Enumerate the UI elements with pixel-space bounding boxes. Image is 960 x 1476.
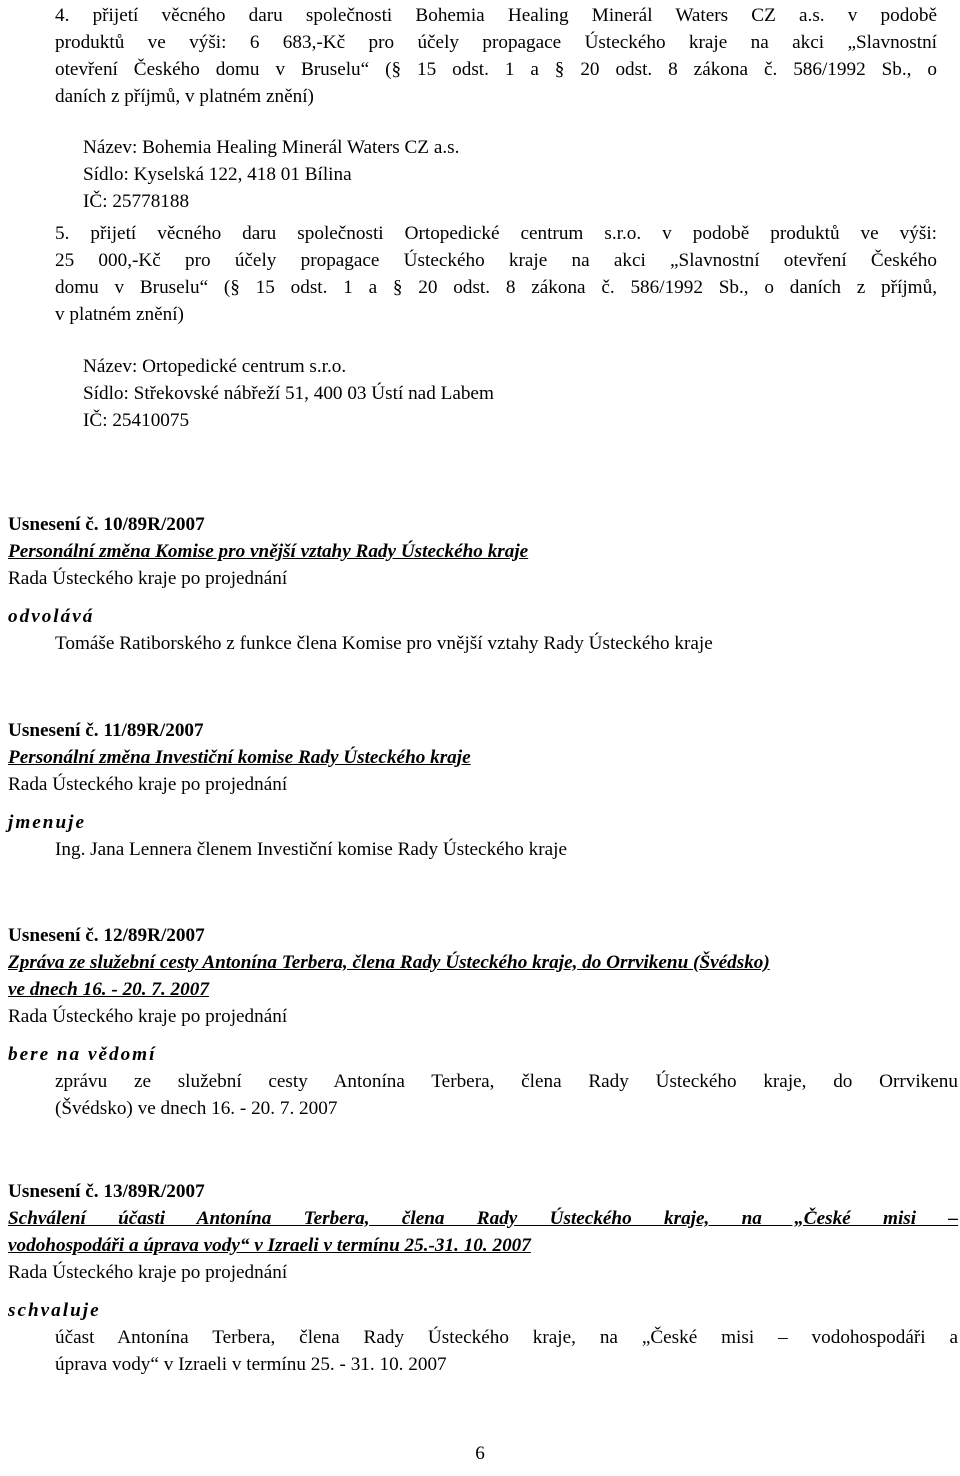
resolution-body: Tomáše Ratiborského z funkce člena Komise pro vnější vztahy Rady Ústeckého kraje	[55, 633, 713, 654]
item-line: v platném znění)	[55, 304, 184, 325]
resolution-intro: Rada Ústeckého kraje po projednání	[8, 568, 288, 589]
item-line: otevření Českého domu v Bruselu“ (§ 15 odst. 1 a § 20 odst. 8 zákona č. 586/1992 Sb., o	[55, 59, 937, 80]
resolution-verb: bere na vědomí	[8, 1044, 157, 1065]
resolution-body: účast Antonína Terbera, člena Rady Ústeckého kraje, na „České misi – vodohospodáři a	[55, 1327, 958, 1348]
resolution-body: (Švédsko) ve dnech 16. - 20. 7. 2007	[55, 1098, 338, 1119]
resolution-title: vodohospodáři a úprava vody“ v Izraeli v termínu 25.-31. 10. 2007	[8, 1235, 531, 1256]
gift-item-4	[55, 2, 937, 110]
item-line: daních z příjmů, v platném znění)	[55, 86, 314, 107]
resolution-13	[8, 1178, 958, 1378]
company-name: Název: Bohemia Healing Minerál Waters CZ a.s.	[83, 137, 460, 158]
company-name: Název: Ortopedické centrum s.r.o.	[83, 356, 347, 377]
item-line: produktů ve výši: 6 683,-Kč pro účely propagace Ústeckého kraje na akci „Slavnostní	[55, 32, 937, 53]
resolution-verb: jmenuje	[8, 812, 86, 833]
resolution-verb: odvolává	[8, 606, 95, 627]
company-info-5	[83, 353, 494, 434]
company-ico: IČ: 25410075	[83, 410, 190, 431]
item-line: 5. přijetí věcného daru společnosti Ortopedické centrum s.r.o. v podobě produktů ve výši:	[55, 223, 937, 244]
resolution-title: Schválení účasti Antonína Terbera, člena Rady Ústeckého kraje, na „České misi –	[8, 1208, 958, 1229]
resolution-11	[8, 717, 958, 863]
resolution-intro: Rada Ústeckého kraje po projednání	[8, 1006, 288, 1027]
resolution-number: Usnesení č. 12/89R/2007	[8, 925, 205, 946]
resolution-body: Ing. Jana Lennera členem Investiční komise Rady Ústeckého kraje	[55, 839, 568, 860]
item-line: domu v Bruselu“ (§ 15 odst. 1 a § 20 odst. 8 zákona č. 586/1992 Sb., o daních z příjmů,	[55, 277, 937, 298]
resolution-verb: schvaluje	[8, 1300, 101, 1321]
gift-item-5	[55, 220, 937, 328]
resolution-number: Usnesení č. 11/89R/2007	[8, 720, 204, 741]
item-line: 4. přijetí věcného daru společnosti Bohemia Healing Minerál Waters CZ a.s. v podobě	[55, 5, 937, 26]
company-seat: Sídlo: Střekovské nábřeží 51, 400 03 Ústí nad Labem	[83, 383, 494, 404]
resolution-body: úprava vody“ v Izraeli v termínu 25. - 31. 10. 2007	[55, 1354, 447, 1375]
item-line: 25 000,-Kč pro účely propagace Ústeckého kraje na akci „Slavnostní otevření Českého	[55, 250, 937, 271]
resolution-title: Personální změna Komise pro vnější vztahy Rady Ústeckého kraje	[8, 541, 529, 562]
company-seat: Sídlo: Kyselská 122, 418 01 Bílina	[83, 164, 352, 185]
company-info-4	[83, 134, 459, 215]
resolution-number: Usnesení č. 13/89R/2007	[8, 1181, 205, 1202]
resolution-title: Zpráva ze služební cesty Antonína Terbera, člena Rady Ústeckého kraje, do Orrvikenu (Švédsko)	[8, 952, 770, 973]
resolution-title: Personální změna Investiční komise Rady Ústeckého kraje	[8, 747, 471, 768]
resolution-intro: Rada Ústeckého kraje po projednání	[8, 1262, 288, 1283]
resolution-12	[8, 922, 958, 1122]
resolution-title: ve dnech 16. - 20. 7. 2007	[8, 979, 209, 1000]
resolution-intro: Rada Ústeckého kraje po projednání	[8, 774, 288, 795]
resolution-body: zprávu ze služební cesty Antonína Terbera, člena Rady Ústeckého kraje, do Orrvikenu	[55, 1071, 958, 1092]
company-ico: IČ: 25778188	[83, 191, 190, 212]
page-number: 6	[475, 1443, 485, 1464]
resolution-number: Usnesení č. 10/89R/2007	[8, 514, 205, 535]
resolution-10	[8, 511, 958, 657]
